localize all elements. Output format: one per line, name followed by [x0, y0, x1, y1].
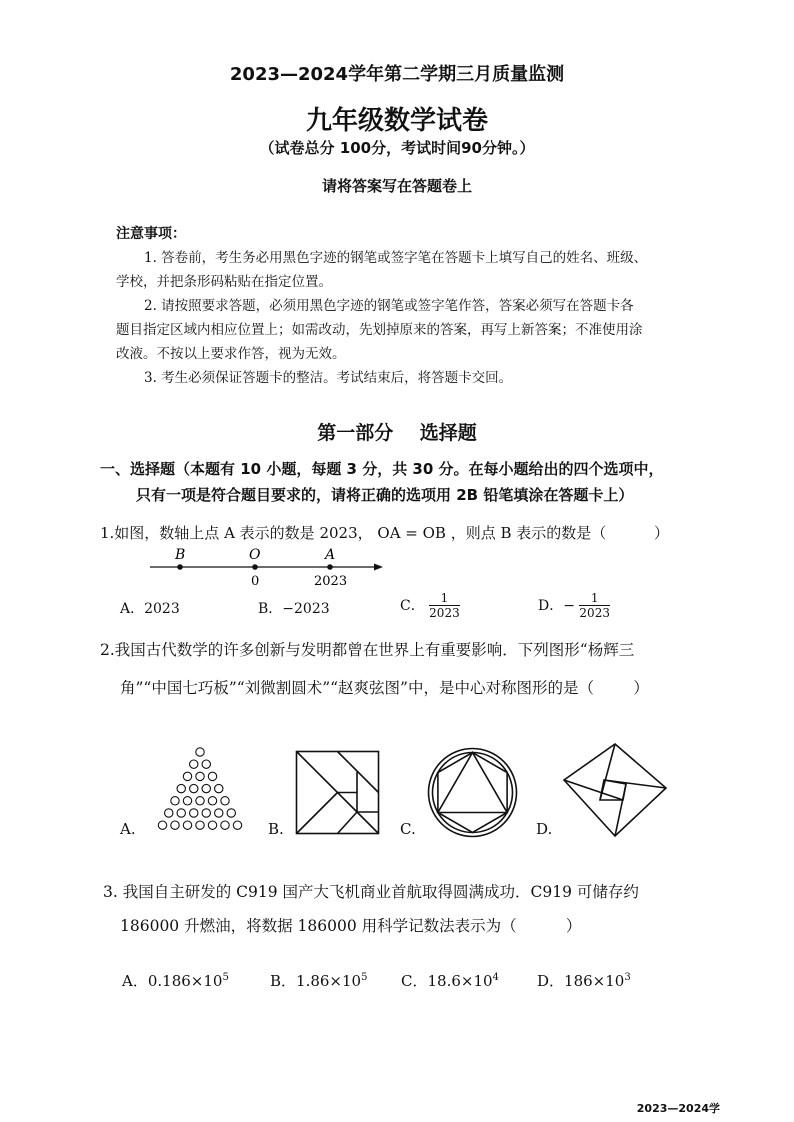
- triangle-dot: [158, 821, 166, 829]
- q3-option-d-base: D．186×10: [537, 972, 625, 990]
- question-1-stem: 1.如图，数轴上点 A 表示的数是 2023， OA = OB ，则点 B 表示的数是（ ）: [100, 524, 669, 542]
- question-3-line-1: 3. 我国自主研发的 C919 国产大飞机商业首航取得圆满成功．C919 可储存约: [103, 883, 639, 901]
- triangle-dot: [177, 809, 185, 817]
- choice-instructions: [100, 456, 700, 508]
- question-2-line-2: 角”“中国七巧板”“刘微割圆术”“赵爽弦图”中，是中心对称图形的是（ ）: [120, 679, 649, 697]
- notes-item-2-line-1: 2. 请按照要求答题，必须用黑色字迹的钢笔或签字笔作答，答案必须写在答题卡各: [144, 298, 634, 314]
- q2-option-a: A.: [120, 820, 136, 838]
- q1-option-d-fraction: [579, 592, 610, 620]
- label-b: B: [175, 547, 186, 563]
- q3-option-c-exponent: 4: [492, 972, 499, 983]
- triangle-dot: [208, 772, 216, 780]
- triangle-dot: [202, 809, 210, 817]
- triangle-dot: [202, 760, 210, 768]
- instructions-line-2: 只有一项是符合题目要求的，请将正确的选项用 2B 铅笔填涂在答题卡上）: [136, 486, 634, 504]
- q1-option-d-label: D．−: [538, 598, 575, 614]
- triangle-dot: [183, 821, 191, 829]
- liu-hui-circle-figure: [425, 745, 520, 840]
- question-3-line-2: 186000 升燃油，将数据 186000 用科学记数法表示为（ ）: [120, 917, 582, 935]
- fraction-denominator: 2023: [579, 606, 610, 620]
- instructions-line-1: 一、选择题（本题有 10 小题，每题 3 分，共 30 分。在每小题给出的四个选项中，: [100, 460, 664, 478]
- triangle-dot: [208, 797, 216, 805]
- q2-option-b: B.: [268, 820, 284, 838]
- question-2-line-1: 2.我国古代数学的许多创新与发明都曾在世界上有重要影响．下列图形“杨辉三: [100, 641, 635, 659]
- triangle-dot: [196, 772, 204, 780]
- triangle-dot: [208, 821, 216, 829]
- q1-option-c-fraction: [429, 592, 460, 620]
- fraction-numerator: 1: [440, 591, 449, 605]
- notes-item-2-line-2: 题目指定区域内相应位置上；如需改动，先划掉原来的答案，再写上新答案；不准使用涂: [116, 322, 643, 338]
- point-a-dot: [327, 564, 333, 570]
- q3-option-a-exponent: 5: [222, 972, 229, 983]
- section-title: 第一部分 选择题: [317, 422, 477, 444]
- q1-option-b: B．−2023: [258, 601, 330, 617]
- q1-option-a: A．2023: [120, 601, 180, 617]
- triangle-dot: [177, 784, 185, 792]
- point-o-dot: [252, 564, 258, 570]
- notes-title: 注意事项：: [116, 226, 186, 242]
- triangle-dot: [215, 809, 223, 817]
- point-b-dot: [177, 564, 183, 570]
- notes-item-1-line-1: 1. 答卷前，考生务必用黑色字迹的钢笔或签字笔在答题卡上填写自己的姓名、班级、: [144, 250, 648, 266]
- triangle-dot: [171, 821, 179, 829]
- triangle-dot: [227, 809, 235, 817]
- zhao-shuang-figure: [560, 740, 670, 840]
- q3-option-d-exponent: 3: [624, 972, 631, 983]
- triangle-dot: [165, 809, 173, 817]
- triangle-dot: [233, 821, 241, 829]
- page-footer: 2023—2024学: [636, 1102, 720, 1115]
- q2-option-d: D.: [536, 820, 553, 838]
- triangle-dot: [183, 797, 191, 805]
- triangle-dot: [190, 809, 198, 817]
- triangle-dot: [202, 784, 210, 792]
- triangle-dot: [190, 784, 198, 792]
- triangle-dot: [190, 760, 198, 768]
- yang-hui-triangle-figure: [146, 745, 254, 835]
- exam-header-line: 2023—2024学年第二学期三月质量监测: [229, 64, 565, 85]
- q1-option-c: [400, 592, 460, 620]
- tick-label-2023: 2023: [314, 574, 348, 589]
- q3-option-d: [537, 970, 631, 991]
- q3-option-c-base: C．18.6×10: [401, 972, 493, 990]
- tick-label-0: 0: [251, 574, 260, 589]
- q3-option-b-base: B．1.86×10: [270, 972, 362, 990]
- exam-subtitle: （试卷总分 100分，考试时间90分钟。）: [259, 139, 535, 157]
- q3-option-a: [122, 970, 229, 991]
- triangle-dot: [196, 821, 204, 829]
- label-o: O: [249, 547, 261, 563]
- fraction-denominator: 2023: [429, 606, 460, 620]
- q1-option-d: [538, 592, 610, 620]
- triangle-dot: [171, 797, 179, 805]
- exam-title: 九年级数学试卷: [305, 106, 488, 136]
- triangle-dot: [183, 772, 191, 780]
- triangle-dot: [215, 784, 223, 792]
- q3-option-b-exponent: 5: [361, 972, 368, 983]
- q2-option-c: C.: [400, 820, 416, 838]
- number-line-arrow: [374, 564, 383, 571]
- label-a: A: [325, 547, 336, 563]
- triangle-dot: [221, 821, 229, 829]
- triangle-dot: [196, 797, 204, 805]
- q1-option-c-label: C．: [400, 598, 425, 614]
- notes-item-2-line-3: 改液。不按以上要求作答，视为无效。: [116, 346, 346, 362]
- triangle-dot: [221, 797, 229, 805]
- q3-option-b: [270, 970, 367, 991]
- number-line-figure: [145, 545, 390, 590]
- fraction-numerator: 1: [590, 591, 599, 605]
- notes-item-1-line-2: 学校，并把条形码粘贴在指定位置。: [116, 274, 332, 290]
- notes-item-3: 3. 考生必须保证答题卡的整洁。考试结束后，将答题卡交回。: [144, 370, 513, 386]
- notes-block: [116, 222, 676, 390]
- answer-note: 请将答案写在答题卷上: [321, 177, 472, 195]
- tangram-figure: [295, 750, 380, 835]
- q3-option-c: [401, 970, 499, 991]
- q3-option-a-base: A．0.186×10: [122, 972, 223, 990]
- triangle-dot: [196, 748, 204, 756]
